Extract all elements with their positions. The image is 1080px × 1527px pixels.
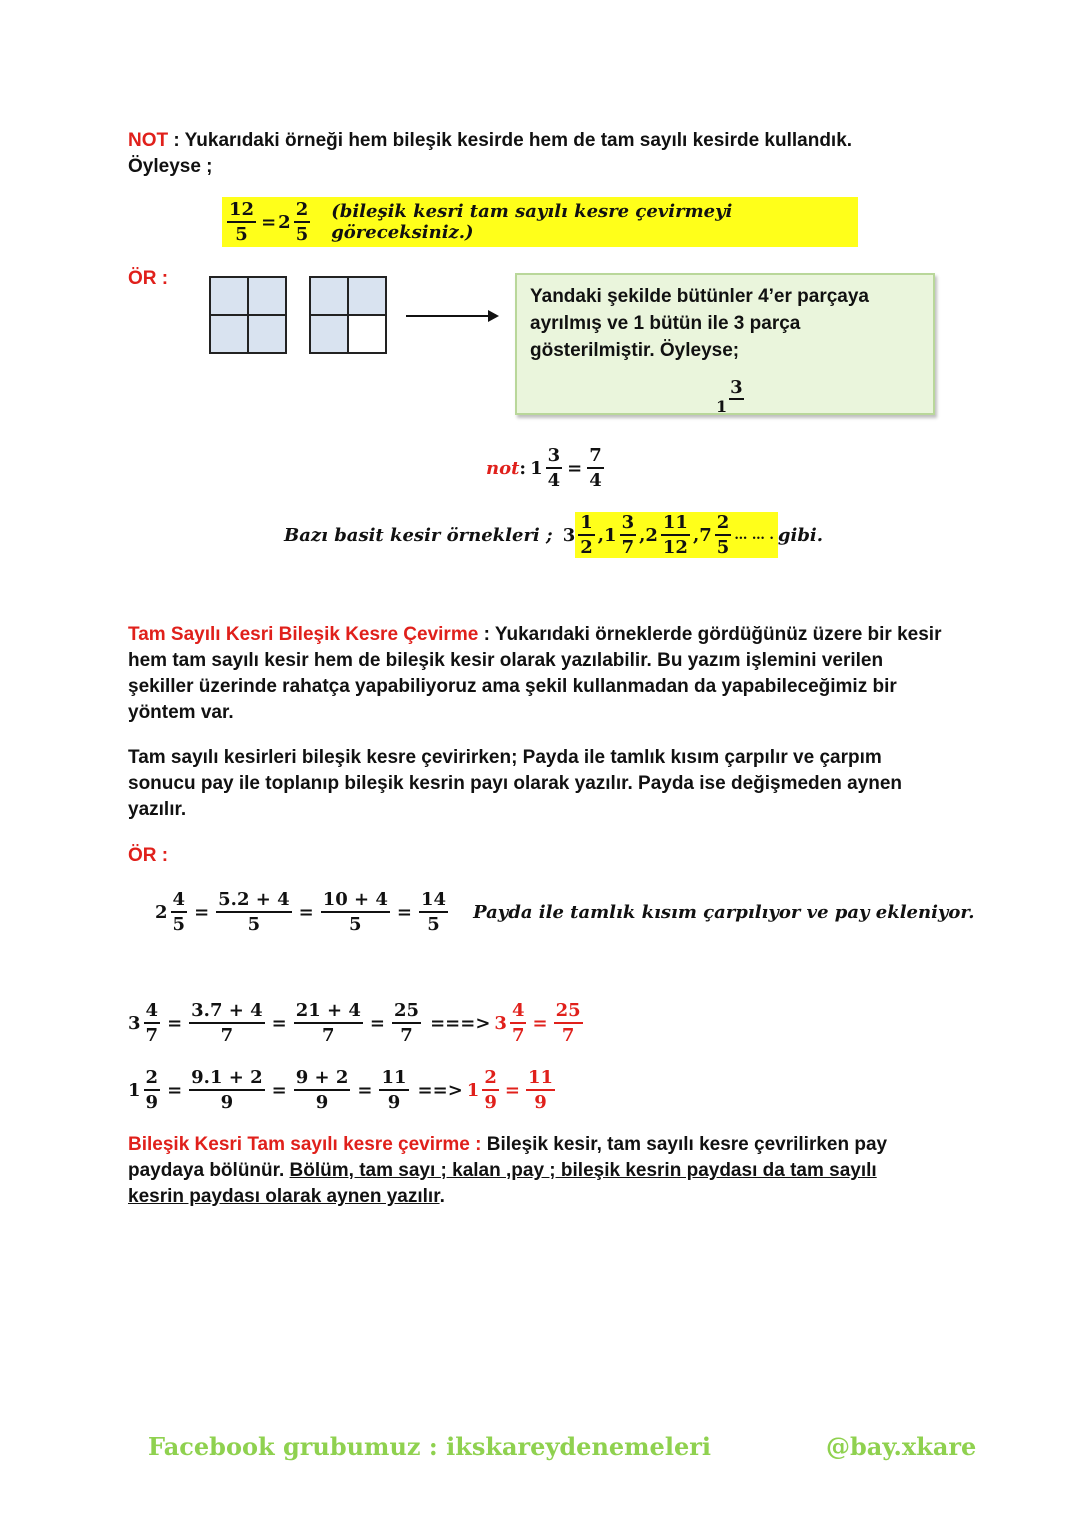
equation-comment: (bileşik kesri tam sayılı kesre çevirmeyi göreceksiniz.)	[331, 201, 733, 243]
grid-cell-filled	[210, 315, 248, 353]
box-fraction: 1 3	[716, 379, 743, 413]
fraction: $\frac{2}{9}$	[145, 1066, 159, 1113]
fraction: $\frac{11}{9}$	[381, 1066, 407, 1113]
section-improper-to-mixed: Bileşik Kesri Tam sayılı kesre çevirme : Bileşik kesir, tam sayılı kesre çevrilirken pay paydaya bölünür. Bölüm, tam sayı ; kalan ,pay ; bileşik kesrin paydası da tam sayılı kesrin paydası olarak aynen yazılır.	[128, 1134, 888, 1207]
fraction: $\frac{4}{7}$	[511, 999, 525, 1046]
grid-cell-filled	[348, 277, 386, 315]
fraction: $\frac{5.2 + 4}{5}$	[218, 888, 290, 935]
grid-cell-filled	[310, 277, 348, 315]
fraction: $\frac{9 + 2}{9}$	[295, 1066, 349, 1113]
fraction: $\frac{2}{5}$	[716, 511, 730, 558]
fraction: $\frac{2}{5}$	[295, 198, 309, 245]
fraction: $\frac{21 + 4}{7}$	[295, 999, 361, 1046]
grid-cell-filled	[248, 277, 286, 315]
fraction: $\frac{25}{7}$	[394, 999, 420, 1046]
fraction: $\frac{1}{2}$	[580, 511, 593, 558]
underlined-rule: Bölüm, tam sayı ; kalan ,pay ; bileşik kesrin paydası da tam sayılı kesrin paydası olarak aynen yazılır	[128, 1160, 877, 1207]
note-equation: not : 1 $\frac{3}{4}$ = $\frac{7}{4}$	[486, 444, 602, 491]
fraction: $\frac{3}{4}$	[547, 444, 561, 491]
fraction: $\frac{4}{5}$	[172, 888, 186, 935]
footer-facebook: Facebook grubumuz : ikskareydenemeleri	[148, 1432, 711, 1461]
fraction: $\frac{3}{7}$	[621, 511, 635, 558]
examples-highlight: $\frac{1}{2}$ , 1 $\frac{3}{7}$ , 2 $\frac{11}{12}$ , 7 $\frac{2}{5}$ … … .	[575, 512, 778, 558]
example-equation-a: 2 $\frac{4}{5}$ = $\frac{5.2 + 4}{5}$ = $\frac{10 + 4}{5}$ = $\frac{14}{5}$ Payda ile tamlık kısım çarpılıyor ve pay ekleniyor.	[155, 888, 975, 935]
example-label-2: ÖR :	[128, 845, 169, 866]
fraction: $\frac{4}{7}$	[145, 999, 159, 1046]
fraction: $\frac{7}{4}$	[589, 444, 602, 491]
fraction: $\frac{12}{5}$	[229, 198, 255, 245]
note-eq-label: not	[486, 457, 520, 479]
fraction: $\frac{2}{9}$	[484, 1066, 497, 1113]
whole-grid-2	[309, 276, 387, 354]
whole-part: 2	[278, 211, 291, 233]
explanation-text: Yandaki şekilde bütünler 4’er parçaya ayrılmış ve 1 bütün ile 3 parça gösterilmiştir. Öyleyse;	[530, 286, 869, 361]
mixed-fraction-equation: $\frac{12}{5}$ = 2 $\frac{2}{5}$ (bileşik kesri tam sayılı kesre çevirmeyi göreceksiniz.)	[222, 197, 858, 247]
section-text: : Yukarıdaki örneklerde gördüğünüz üzere bir kesir hem tam sayılı kesir hem de bileşik kesir olarak yazılabilir. Bu yazım işlemini verilen şekiller üzerinde rahatça yapabiliyoruz ama şekil kullanmadan da yapabileceğimiz bir yöntem var.	[128, 624, 942, 723]
explanation-box	[515, 273, 935, 415]
fraction: $\frac{3.7 + 4}{7}$	[191, 999, 263, 1046]
example-equation-c: 1 $\frac{2}{9}$ = $\frac{9.1 + 2}{9}$ = $\frac{9 + 2}{9}$ = $\frac{11}{9}$ ==> 1 $\frac{2}{9}$ = $\frac{11}{9}$	[128, 1064, 558, 1116]
fraction: $\frac{11}{9}$	[527, 1066, 554, 1113]
fraction: $\frac{10 + 4}{5}$	[322, 888, 388, 935]
grid-cell-filled	[310, 315, 348, 353]
fraction: $\frac{25}{7}$	[555, 999, 581, 1046]
arrow-right-icon	[404, 306, 500, 326]
result-highlight: 1 $\frac{2}{9}$ = $\frac{11}{9}$	[466, 1066, 554, 1113]
fraction: $\frac{9.1 + 2}{9}$	[191, 1066, 263, 1113]
grid-cell-filled	[248, 315, 286, 353]
fraction: $\frac{14}{5}$	[421, 888, 447, 935]
example-label: ÖR :	[128, 268, 169, 289]
note-text: : Yukarıdaki örneği hem bileşik kesirde hem de tam sayılı kesirde kullandık. Öyleyse ;	[128, 130, 853, 177]
example-equation-b: 3 $\frac{4}{7}$ = $\frac{3.7 + 4}{7}$ = $\frac{21 + 4}{7}$ = $\frac{25}{7}$ ===> 3 $\frac{4}{7}$ = $\frac{25}{7}$	[128, 997, 586, 1049]
fraction: $\frac{11}{12}$	[662, 511, 688, 558]
result-highlight: 3 $\frac{4}{7}$ = $\frac{25}{7}$	[494, 999, 581, 1046]
section-rule-paragraph: Tam sayılı kesirleri bileşik kesre çevirirken; Payda ile tamlık kısım çarpılır ve çarpım sonucu pay ile toplanıp bileşik kesrin payı olarak yazılır. Payda ise değişmeden aynen yazılır.	[128, 747, 903, 820]
grid-cell-empty	[348, 315, 386, 353]
grid-cell-filled	[210, 277, 248, 315]
section-conversion-intro	[128, 622, 948, 726]
section-title-2: Bileşik Kesri Tam sayılı kesre çevirme :	[128, 1134, 482, 1155]
section-text-2: Bileşik kesir, tam sayılı kesre çevrilirken pay paydaya bölünür.	[128, 1134, 888, 1181]
whole-grid-1	[209, 276, 287, 354]
note-paragraph	[128, 128, 928, 180]
footer-handle: @bay.xkare	[826, 1432, 977, 1461]
note-label: NOT	[128, 130, 169, 151]
example-comment: Payda ile tamlık kısım çarpılıyor ve pay ekleniyor.	[473, 901, 975, 923]
simple-fraction-examples: Bazı basit kesir örnekleri ; 3 $\frac{1}{2}$ , 1 $\frac{3}{7}$ , 2 $\frac{11}{12}$ , 7 $\frac{2}{5}$ … … . gibi.	[284, 511, 824, 558]
examples-label: Bazı basit kesir örnekleri ;	[284, 524, 553, 546]
section-title: Tam Sayılı Kesri Bileşik Kesre Çevirme	[128, 624, 479, 645]
